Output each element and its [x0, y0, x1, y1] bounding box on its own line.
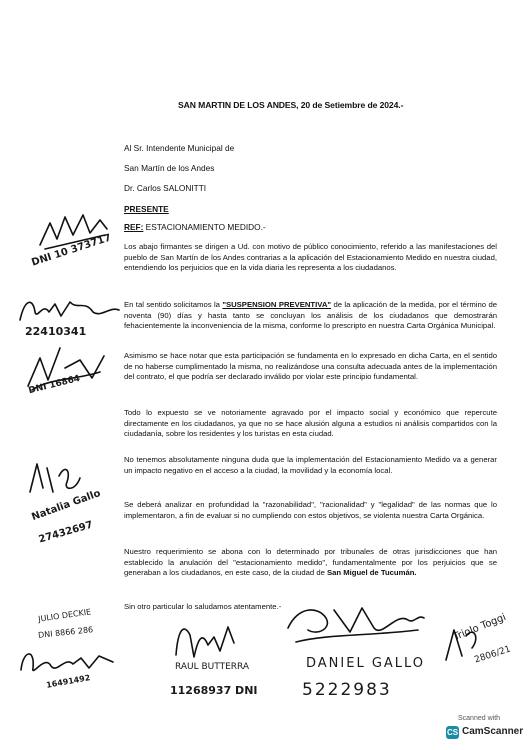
camscanner-name: CamScanner	[462, 726, 524, 737]
paragraph-7	[124, 547, 497, 579]
signature-8-number: 5222983	[302, 680, 392, 700]
recipient-line-2: San Martín de los Andes	[124, 163, 215, 173]
recipient-line-1: Al Sr. Intendente Municipal de	[124, 143, 235, 153]
paragraph-2-start: En tal sentido solicitamos la	[124, 300, 223, 309]
signature-7-number: 11268937 DNI	[170, 684, 258, 697]
paragraph-1: Los abajo firmantes se dirigen a Ud. con motivo de público conocimiento, referido a las manifestaciones del pueblo de San Martín de los Andes contrarias a la aplicación del Estacionamiento Medido en nuestra ciudad, entendiendo los perjuicios que en la vida diaria les representa a los ciudadanos.	[124, 242, 497, 273]
tucuman-text: San Miguel de Tucumán.	[327, 568, 417, 578]
signature-6	[15, 640, 125, 680]
paragraph-7-start: Nuestro requerimiento se abona con lo determinado por tribunales de otras jurisdicciones que han establecido la anulación del "estacionamiento medido", fundamentalmente por los perjuicios que se generaban a los ciudadanos, en este caso, de la ciudad de	[124, 547, 497, 578]
signature-3-number: DNI 16864	[27, 373, 82, 397]
suspension-preventiva-text: "SUSPENSION PREVENTIVA"	[222, 300, 332, 309]
signature-4-name: Natalia Gallo	[30, 487, 103, 524]
signature-9-name: Triolo Toggi	[451, 611, 508, 644]
signature-6-number: 16491492	[45, 673, 91, 690]
paragraph-5: No tenemos absolutamente ninguna duda que la implementación del Estacionamiento Medido va a generar un impacto negativo en el acceso a la ciudad, la movilidad y la economía local.	[124, 455, 497, 475]
signature-7	[168, 615, 238, 665]
reference-line	[124, 222, 266, 232]
reference-text: ESTACIONAMIENTO MEDIDO.-	[143, 222, 266, 232]
signature-5-name: JULIO DECKIE	[37, 607, 92, 624]
signature-5-number: DNI 8866 286	[37, 625, 94, 640]
closing-line: Sin otro particular lo saludamos atentamente.-	[124, 602, 282, 611]
signature-9-number: 2806/21	[473, 644, 513, 666]
paragraph-6: Se deberá analizar en profundidad la "razonabilidad", "racionalidad" y "legalidad" de las normas que lo implementaron, a fin de evaluar si no cumpliendo con estos objetivos, se violenta nuestra Carta Orgánica.	[124, 500, 497, 520]
signature-8-name: DANIEL GALLO	[306, 656, 426, 671]
paragraph-3: Asimismo se hace notar que esta participación se fundamenta en lo expresado en dicha Carta, en el sentido de no haberse cumplimentado la misma, no realizándose una consulta adecuada antes de la implementación del contrato, el que podría ser declarado inválido por violar este principio fundamental.	[124, 351, 497, 382]
paragraph-2-end: de la aplicación de la medida, por el término de noventa (90) días y hasta tanto se concluyan los análisis de los ciudadanos que demostrarán fehacientemente la inconveniencia de la misma, conforme lo prescripto en nuestra Carta Orgánica Municipal.	[124, 300, 497, 331]
recipient-line-3: Dr. Carlos SALONITTI	[124, 183, 207, 193]
signature-2-number: 22410341	[25, 325, 87, 338]
camscanner-badge	[444, 713, 524, 743]
signature-7-name: RAUL BUTTERRA	[175, 662, 250, 672]
camscanner-logo-icon: CS	[446, 728, 459, 737]
signature-2	[15, 290, 125, 330]
paragraph-4: Todo lo expuesto se ve notoriamente agravado por el impacto social y económico que repercute directamente en los ciudadanos, ya que no se hace alusión alguna a estudios ni análisis compartidos con la ciudadanía, sobre los residentes y los turistas en esta ciudad.	[124, 408, 497, 439]
signature-4	[25, 458, 85, 498]
presente-heading: PRESENTE	[124, 204, 169, 214]
signature-4-number: 27432697	[37, 519, 95, 546]
paragraph-2	[124, 300, 497, 332]
scanned-with-text: Scanned with	[458, 715, 501, 722]
signature-8	[278, 598, 428, 648]
date-line: SAN MARTIN DE LOS ANDES, 20 de Setiembre de 2024.-	[178, 100, 404, 110]
reference-label: REF:	[124, 222, 144, 232]
signature-1-number: DNI 10 373717	[30, 232, 113, 269]
